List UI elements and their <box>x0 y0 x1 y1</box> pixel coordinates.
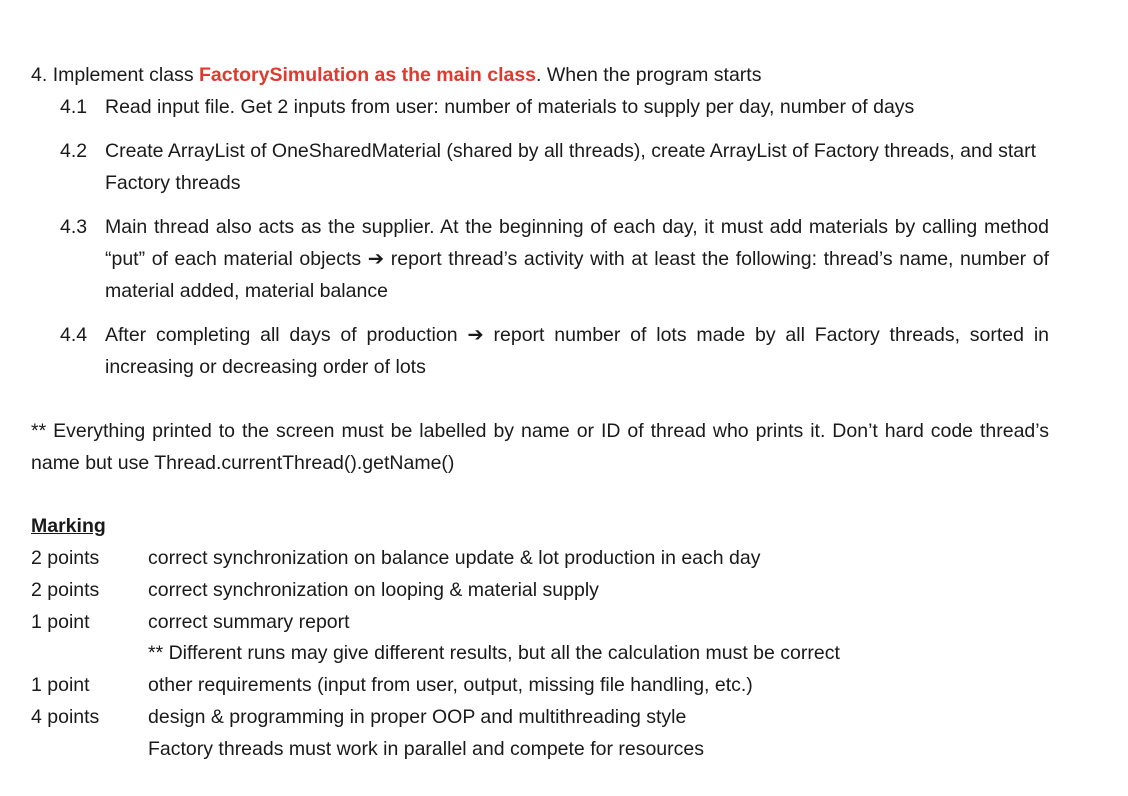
marking-points: 4 points <box>31 706 100 728</box>
item-4-3-line-1: Main thread also acts as the supplier. At the beginning of each day, it must add materials by calling <box>105 216 978 238</box>
marking-description-note: ** Different runs may give different results, but all the calculation must be correct <box>148 642 840 664</box>
item-text-4-1: Read input file. Get 2 inputs from user: number of materials to supply per day, number of days <box>105 96 915 118</box>
section-intro-post: . When the program starts <box>536 64 762 86</box>
arrow-icon: ➔ <box>367 248 385 270</box>
arrow-icon: ➔ <box>467 324 484 346</box>
item-4-3-line-3: report thread’s activity with at least the following: thread’s <box>390 248 893 270</box>
marking-description: correct synchronization on looping & material supply <box>148 579 599 601</box>
section-number: 4. <box>31 64 48 86</box>
marking-title: Marking <box>31 515 106 537</box>
note-line-1: ** Everything printed to the screen must be labelled by name or ID of thread who prints it. Don’t hard code <box>31 420 974 442</box>
item-4-4-line-3: in increasing or decreasing order of lots <box>105 324 1049 378</box>
item-number-4-1: 4.1 <box>60 96 88 118</box>
item-4-3-line-2: method “put” of each material objects <box>105 216 1049 270</box>
item-4-2-line-1: Create ArrayList of OneSharedMaterial (shared by all threads), create ArrayList of Factory threads, and <box>105 140 993 162</box>
item-number-4-4: 4.4 <box>60 324 88 346</box>
item-text-4-3 <box>105 211 1049 307</box>
note-line-2: thread’s name but use Thread.currentThread().getName() <box>31 420 1050 474</box>
item-number-4-2: 4.2 <box>60 140 88 162</box>
main-class-highlight: FactorySimulation as the main class <box>199 64 537 86</box>
item-text-4-2 <box>105 135 1049 199</box>
marking-description: correct synchronization on balance update & lot production in each day <box>148 547 761 569</box>
item-4-4-line-2: report number of lots made by all Factory threads, sorted <box>493 324 1024 346</box>
marking-description-note: Factory threads must work in parallel and compete for resources <box>148 738 704 760</box>
item-4-3-line-4: name, number of material added, material balance <box>105 248 1050 302</box>
marking-description: design & programming in proper OOP and multithreading style <box>148 706 687 728</box>
section-heading <box>31 63 761 87</box>
thread-name-note <box>31 415 1049 479</box>
marking-points: 2 points <box>31 547 100 569</box>
marking-points: 2 points <box>31 579 100 601</box>
item-text-4-4 <box>105 319 1049 383</box>
marking-points: 1 point <box>31 674 90 696</box>
marking-description: other requirements (input from user, output, missing file handling, etc.) <box>148 674 753 696</box>
item-number-4-3: 4.3 <box>60 216 88 238</box>
marking-description: correct summary report <box>148 611 350 633</box>
item-4-4-line-1: After completing all days of production <box>105 324 458 346</box>
item-4-2-line-2: start Factory threads <box>105 140 1037 194</box>
section-intro-pre: Implement class <box>52 64 199 86</box>
marking-points: 1 point <box>31 611 90 633</box>
